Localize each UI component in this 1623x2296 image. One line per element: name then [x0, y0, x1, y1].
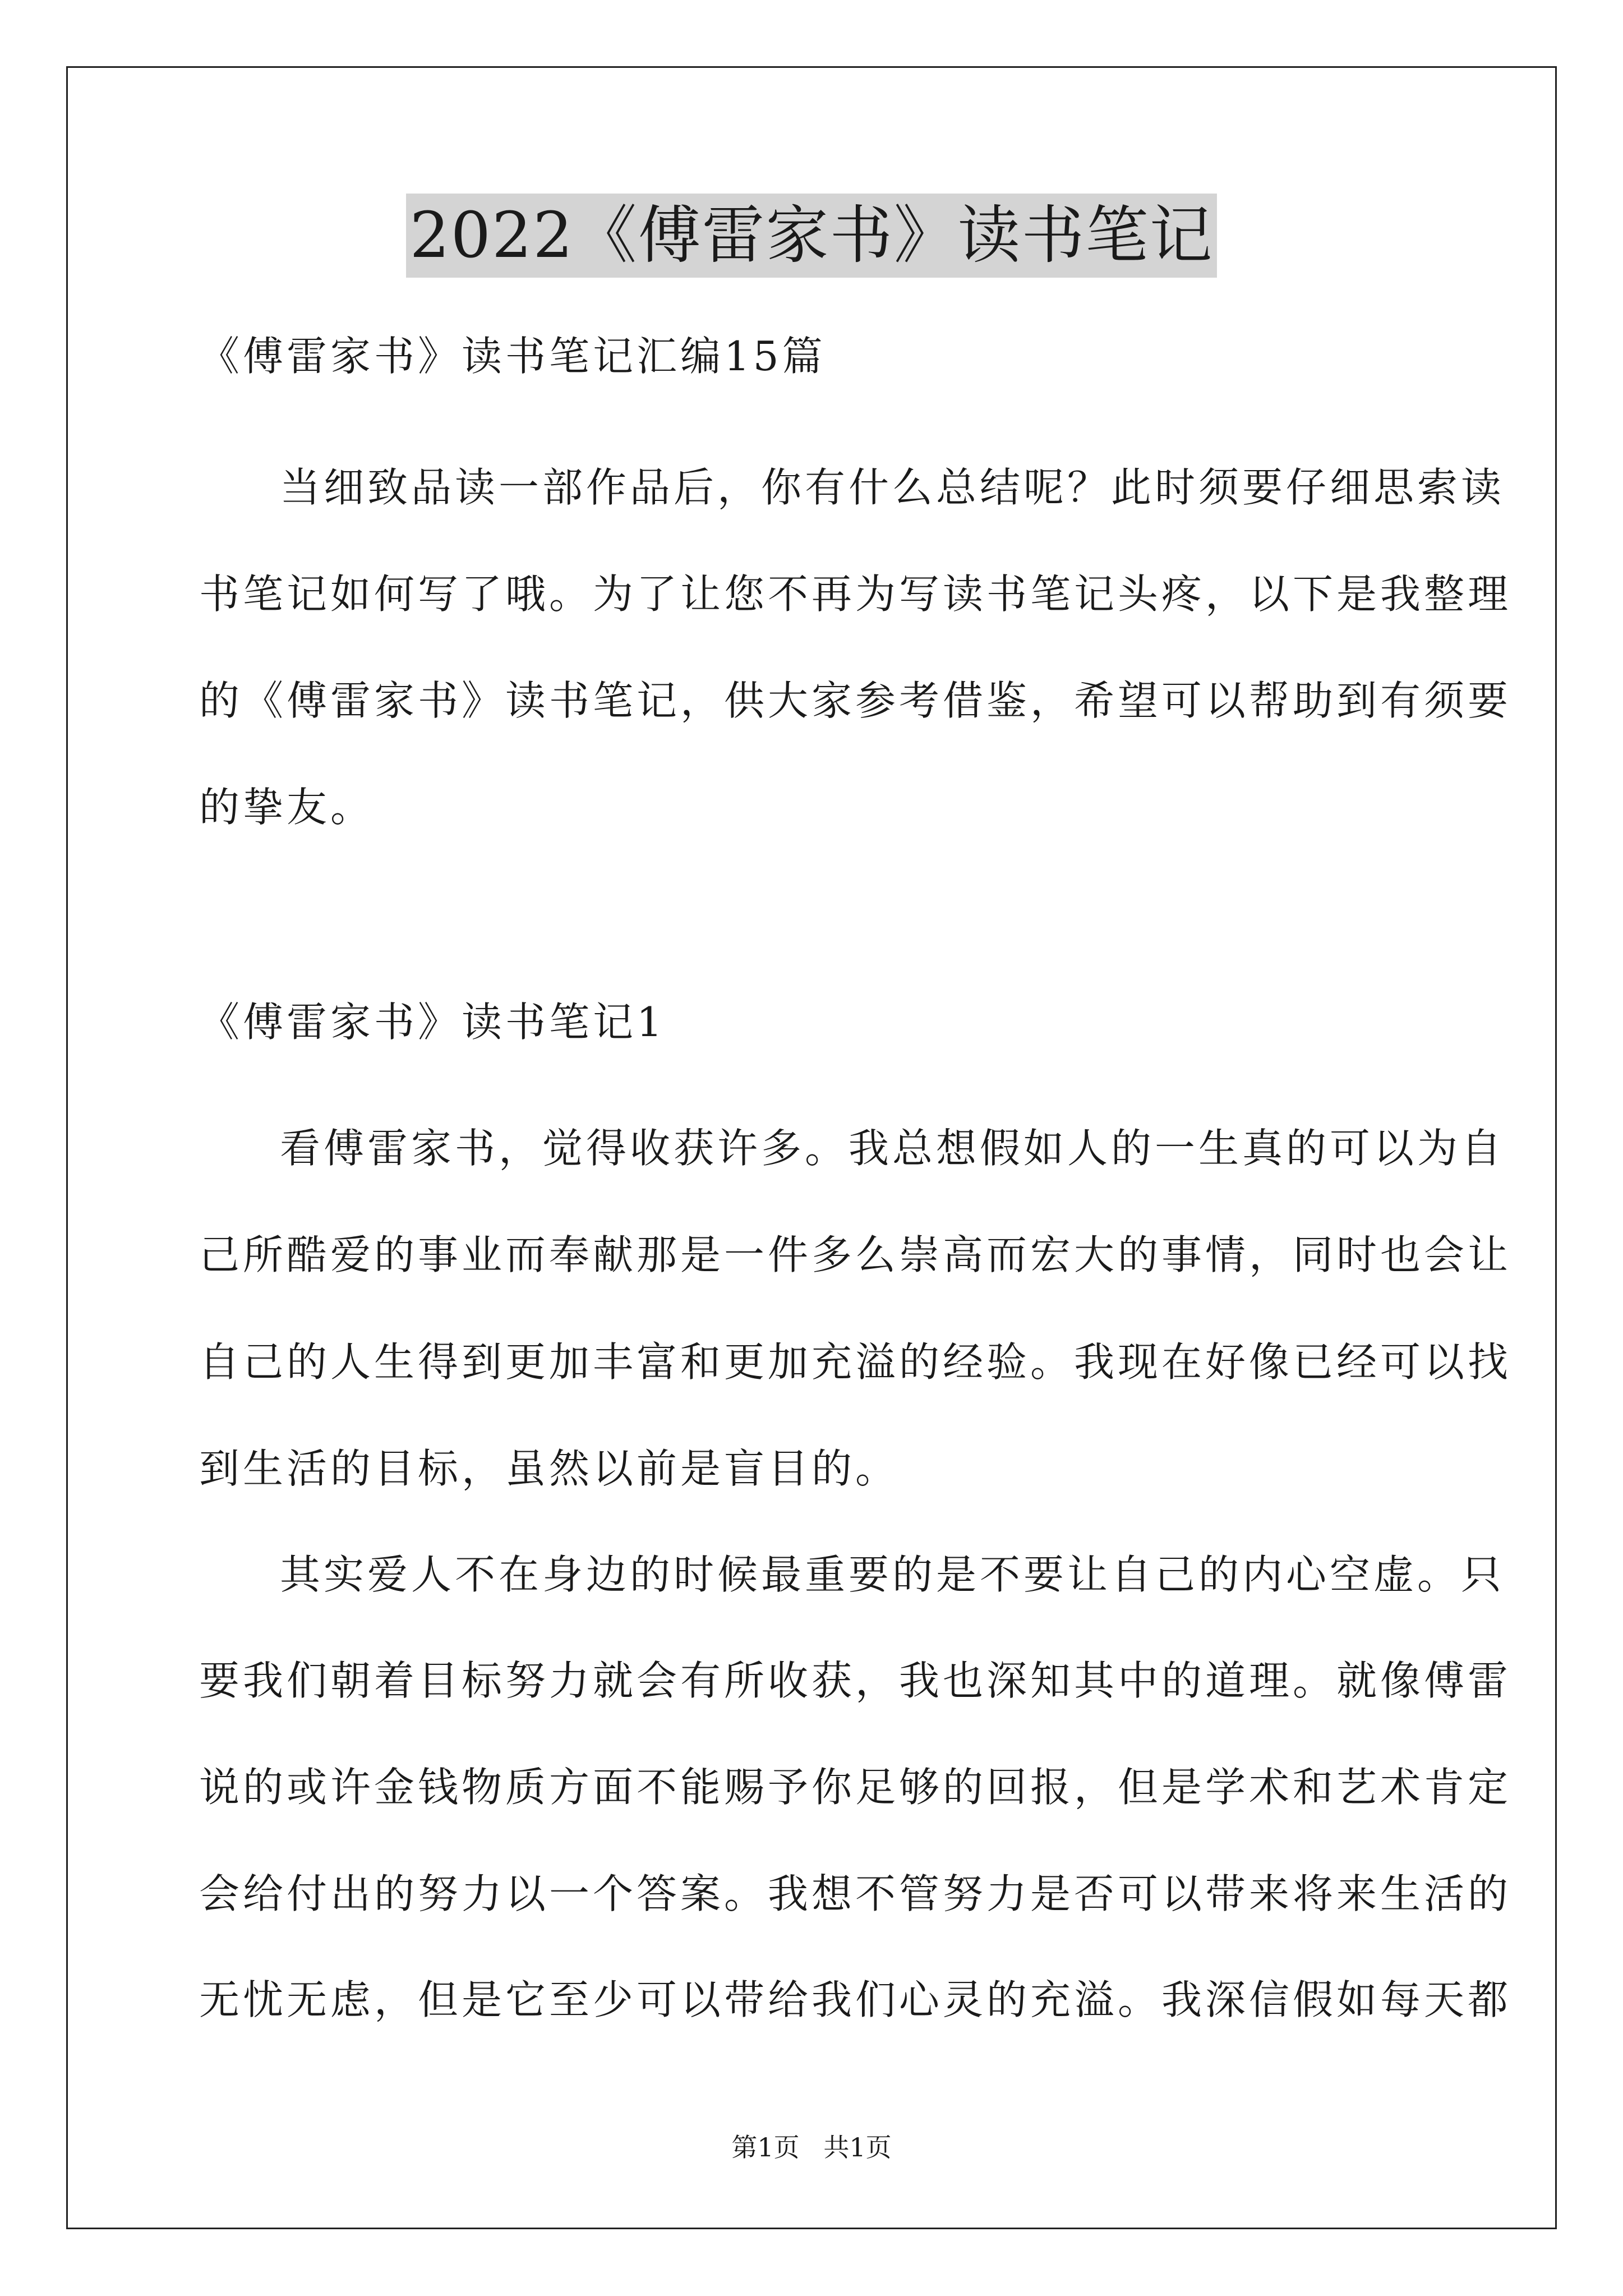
paragraph-line: 其实爱人不在身边的时候最重要的是不要让自己的内心空虚。只 [280, 1551, 1505, 1598]
page-total: 共1页 [823, 2132, 892, 2162]
document-subtitle: 《傅雷家书》读书笔记汇编15篇 [199, 333, 826, 380]
intro-line: 的挚友。 [199, 784, 375, 831]
paragraph-line: 会给付出的努力以一个答案。我想不管努力是否可以带来将来生活的 [199, 1870, 1512, 1917]
paragraph-line: 说的或许金钱物质方面不能赐予你足够的回报，但是学术和艺术肯定 [199, 1764, 1512, 1811]
paragraph-line: 自己的人生得到更加丰富和更加充溢的经验。我现在好像已经可以找 [199, 1338, 1512, 1386]
section-heading: 《傅雷家书》读书笔记1 [199, 999, 666, 1046]
page-footer [0, 2131, 1623, 2164]
paragraph-line: 到生活的目标，虽然以前是盲目的。 [199, 1445, 900, 1492]
document-title: 2022《傅雷家书》读书笔记 [406, 194, 1216, 278]
intro-line: 当细致品读一部作品后，你有什么总结呢？此时须要仔细思索读 [280, 464, 1505, 511]
page-number: 第1页 [731, 2132, 800, 2162]
paragraph-line: 要我们朝着目标努力就会有所收获，我也深知其中的道理。就像傅雷 [199, 1657, 1512, 1704]
paragraph-line: 己所酷爱的事业而奉献那是一件多么崇高而宏大的事情，同时也会让 [199, 1231, 1512, 1278]
intro-line: 的《傅雷家书》读书笔记，供大家参考借鉴，希望可以帮助到有须要 [199, 677, 1512, 724]
title-container [0, 194, 1623, 278]
paragraph-line: 看傅雷家书，觉得收获许多。我总想假如人的一生真的可以为自 [280, 1125, 1505, 1172]
intro-line: 书笔记如何写了哦。为了让您不再为写读书笔记头疼，以下是我整理 [199, 570, 1512, 618]
paragraph-line: 无忧无虑，但是它至少可以带给我们心灵的充溢。我深信假如每天都 [199, 1976, 1512, 2023]
